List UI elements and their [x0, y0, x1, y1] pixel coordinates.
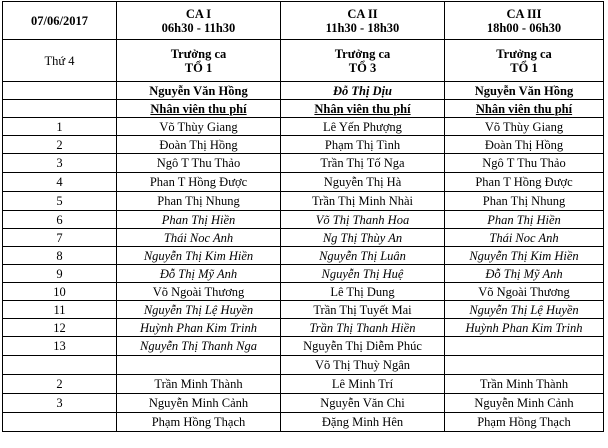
- staff-title-row: [3, 100, 604, 118]
- shift-1-team-cell: [117, 40, 281, 82]
- day-cell: Thứ 4: [3, 40, 117, 82]
- table-row: [3, 229, 604, 247]
- shift-3-staff: Nguyễn Minh Cảnh: [445, 394, 604, 413]
- table-row: [3, 283, 604, 301]
- shift-3-staff: Huỳnh Phan Kim Trinh: [445, 319, 604, 337]
- shift-schedule-table: [2, 1, 604, 432]
- table-row: [3, 136, 604, 154]
- shift-3-header: [445, 2, 604, 40]
- table-row: [3, 413, 604, 432]
- row-number: [3, 356, 117, 375]
- shift-3-staff: [445, 337, 604, 356]
- shift-1-time: 06h30 - 11h30: [161, 20, 236, 35]
- table-row: [3, 154, 604, 173]
- leader-name-row: [3, 82, 604, 100]
- shift-2-staff: Lê Minh Trí: [281, 375, 445, 394]
- row-number: 10: [3, 283, 117, 301]
- shift-1-staff: Nguyễn Thị Lệ Huyền: [117, 301, 281, 319]
- row-number: 12: [3, 319, 117, 337]
- table-row: [3, 192, 604, 211]
- shift-2-staff: Nguyễn Thị Diễm Phúc: [281, 337, 445, 356]
- shift-3-staff: Ngô T Thu Thảo: [445, 154, 604, 173]
- shift-2-time: 11h30 - 18h30: [325, 20, 400, 35]
- table-row: [3, 337, 604, 356]
- row-number: [3, 413, 117, 432]
- shift-1-leader-title: Trưởng ca: [170, 46, 227, 61]
- empty-cell: [3, 82, 117, 100]
- shift-2-name: CA II: [347, 6, 378, 21]
- shift-header-row: [3, 2, 604, 40]
- shift-2-header: [281, 2, 445, 40]
- team-row: [3, 40, 604, 82]
- date-cell: 07/06/2017: [3, 2, 117, 40]
- shift-2-staff: Võ Thị Thuỳ Ngân: [281, 356, 445, 375]
- shift-2-staff: Trần Thị Tố Nga: [281, 154, 445, 173]
- shift-2-staff: Lê Thị Dung: [281, 283, 445, 301]
- shift-2-staff: Trần Thị Thanh Hiền: [281, 319, 445, 337]
- shift-3-staff: Võ Thùy Giang: [445, 118, 604, 136]
- shift-3-team-cell: [445, 40, 604, 82]
- row-number: 7: [3, 229, 117, 247]
- shift-3-staff: Thái Noc Anh: [445, 229, 604, 247]
- empty-cell: [3, 100, 117, 118]
- shift-1-staff: Huỳnh Phan Kim Trinh: [117, 319, 281, 337]
- shift-2-leader-title: Trưởng ca: [334, 46, 391, 61]
- shift-2-staff: Đặng Minh Hên: [281, 413, 445, 432]
- shift-1-staff: Nguyễn Thị Kim Hiền: [117, 247, 281, 265]
- table-row: [3, 247, 604, 265]
- row-number: 4: [3, 173, 117, 192]
- shift-2-staff: Trần Thị Tuyết Mai: [281, 301, 445, 319]
- row-number: 3: [3, 154, 117, 173]
- row-number: 3: [3, 394, 117, 413]
- row-number: 13: [3, 337, 117, 356]
- row-number: 9: [3, 265, 117, 283]
- shift-1-staff: Võ Ngoài Thương: [117, 283, 281, 301]
- shift-1-staff: Đỗ Thị Mỹ Anh: [117, 265, 281, 283]
- shift-3-staff: Phan Thị Hiền: [445, 211, 604, 229]
- shift-3-staff-title: Nhân viên thu phí: [445, 100, 604, 118]
- table-row: [3, 319, 604, 337]
- shift-3-leader-name: Nguyễn Văn Hồng: [445, 82, 604, 100]
- row-number: 2: [3, 136, 117, 154]
- shift-1-leader-name: Nguyễn Văn Hồng: [117, 82, 281, 100]
- table-row: [3, 211, 604, 229]
- shift-2-staff: Ng Thị Thùy An: [281, 229, 445, 247]
- shift-3-staff: Đoàn Thị Hồng: [445, 136, 604, 154]
- shift-1-staff: Đoàn Thị Hồng: [117, 136, 281, 154]
- shift-2-team: TỔ 3: [348, 60, 377, 75]
- shift-1-header: [117, 2, 281, 40]
- table-row: [3, 118, 604, 136]
- shift-2-staff: Nguyễn Văn Chi: [281, 394, 445, 413]
- table-row: [3, 356, 604, 375]
- shift-2-staff: Phạm Thị Tình: [281, 136, 445, 154]
- shift-2-staff: Nguyễn Thị Hà: [281, 173, 445, 192]
- shift-1-staff: Nguyễn Minh Cảnh: [117, 394, 281, 413]
- shift-3-name: CA III: [506, 6, 542, 21]
- shift-3-staff: Phạm Hồng Thạch: [445, 413, 604, 432]
- shift-1-staff: Thái Noc Anh: [117, 229, 281, 247]
- shift-3-staff: [445, 356, 604, 375]
- table-row: [3, 394, 604, 413]
- shift-3-staff: Nguyễn Thị Kim Hiền: [445, 247, 604, 265]
- shift-1-staff: Nguyễn Thị Thanh Nga: [117, 337, 281, 356]
- shift-3-staff: Phan Thị Nhung: [445, 192, 604, 211]
- table-row: [3, 265, 604, 283]
- row-number: 8: [3, 247, 117, 265]
- shift-1-staff: Ngô T Thu Thảo: [117, 154, 281, 173]
- table-row: [3, 301, 604, 319]
- shift-3-staff: Trần Minh Thành: [445, 375, 604, 394]
- shift-1-staff: Phan Thị Nhung: [117, 192, 281, 211]
- shift-1-name: CA I: [185, 6, 212, 21]
- shift-1-staff: Phan T Hồng Được: [117, 173, 281, 192]
- table-body: [3, 2, 604, 432]
- row-number: 5: [3, 192, 117, 211]
- row-number: 11: [3, 301, 117, 319]
- table-row: [3, 173, 604, 192]
- shift-1-staff: Trần Minh Thành: [117, 375, 281, 394]
- shift-3-team: TỔ 1: [510, 60, 538, 75]
- shift-1-staff: Phạm Hồng Thạch: [117, 413, 281, 432]
- shift-2-leader-name: Đỗ Thị Dịu: [281, 82, 445, 100]
- shift-1-staff: Võ Thùy Giang: [117, 118, 281, 136]
- row-number: 2: [3, 375, 117, 394]
- table-row: [3, 375, 604, 394]
- shift-2-staff-title: Nhân viên thu phí: [281, 100, 445, 118]
- shift-2-staff: Nguyễn Thị Luân: [281, 247, 445, 265]
- shift-2-staff: Võ Thị Thanh Hoa: [281, 211, 445, 229]
- shift-1-team: TỔ 1: [184, 60, 213, 75]
- row-number: 1: [3, 118, 117, 136]
- shift-1-staff: Phan Thị Hiền: [117, 211, 281, 229]
- shift-2-staff: Nguyễn Thị Huệ: [281, 265, 445, 283]
- shift-1-staff: [117, 356, 281, 375]
- shift-2-staff: Trần Thị Minh Nhài: [281, 192, 445, 211]
- shift-3-staff: Đỗ Thị Mỹ Anh: [445, 265, 604, 283]
- shift-1-staff-title: Nhân viên thu phí: [117, 100, 281, 118]
- shift-3-time: 18h00 - 06h30: [486, 20, 562, 35]
- shift-3-leader-title: Trưởng ca: [496, 46, 552, 61]
- shift-3-staff: Võ Ngoài Thương: [445, 283, 604, 301]
- shift-2-staff: Lê Yến Phượng: [281, 118, 445, 136]
- row-number: 6: [3, 211, 117, 229]
- shift-3-staff: Phan T Hồng Được: [445, 173, 604, 192]
- shift-3-staff: Nguyễn Thị Lệ Huyền: [445, 301, 604, 319]
- shift-2-team-cell: [281, 40, 445, 82]
